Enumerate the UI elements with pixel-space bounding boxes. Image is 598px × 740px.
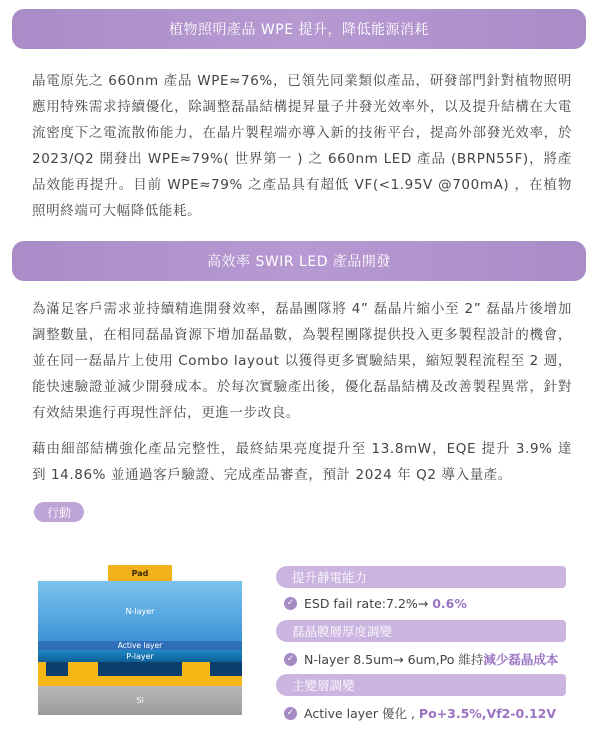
action-tag: 行動 [34,502,84,522]
check-icon: ✓ [284,653,297,666]
contact-block [68,662,98,676]
section-banner-swir [12,241,586,281]
contact-block [182,662,210,676]
result-text: Active layer 優化 , Po+3.5%,Vf2-0.12V [304,706,557,721]
p-layer: P-layer [38,650,242,662]
result-text: N-layer 8.5um→ 6um,Po 維持減少磊晶成本 [304,652,559,667]
contact-block [38,662,46,676]
result-header-esd: 提升靜電能力 [276,566,566,588]
result-text: ESD fail rate:7.2%→ 0.6% [304,596,467,611]
pad-layer: Pad [108,565,172,581]
result-highlight: Po+3.5%,Vf2-0.12V [418,706,557,721]
si-substrate: Si [38,686,242,715]
result-item-esd [284,596,467,611]
check-icon: ✓ [284,597,297,610]
metal-layer [38,676,242,686]
result-item-thickness [284,650,558,668]
result-highlight: 減少磊晶成本 [483,652,559,667]
section-paragraph: 為滿足客戶需求並持續精進開發效率，磊晶團隊將 4” 磊晶片縮小至 2” 磊晶片後增加調整數量，在相同磊晶資源下增加磊晶數，為製程團隊提供投入更多製程設計的機會，並在同一磊晶片上使用 Combo layout 以獲得更多實驗結果，縮短製程流程至 2 週，能快速驗證並減少開發成本。於每次實驗產出後，優化磊晶結構及改善製程異常，針對有效結果進行再現性評估，更進一步改良。 [32,301,572,421]
section-paragraph: 晶電原先之 660nm 產品 WPE≈76%，已領先同業類似產品，研發部門針對植物照明應用特殊需求持續優化，除調整磊晶結構提昇量子井發光效率外，以及提升結構在大電流密度下之電流散佈能力，在晶片製程端亦導入新的技術平台，提高外部發光效率，於 2023/Q2 開發出 WPE≈79%( 世界第一 ) 之 660nm LED 產品 (BRPN55F)，將產品效能再提升。目前 WPE≈79% 之產品具有超低 VF(<1.95V @700mA) ，在植物照明終端可大幅降低能耗。 [32,73,572,219]
result-item-active [284,704,556,722]
result-highlight: 0.6% [432,596,467,611]
n-layer: N-layer [38,581,242,641]
section-title: 植物照明產品 WPE 提升，降低能源消耗 [168,22,430,38]
result-header-active: 主變層調變 [276,674,566,696]
section-banner-plant-lighting [12,9,586,49]
result-header-thickness: 磊晶膜層厚度調變 [276,620,566,642]
section-paragraph: 藉由細部結構強化產品完整性，最終結果亮度提升至 13.8mW，EQE 提升 3.9% 達到 14.86% 並通過客戶驗證、完成產品審查，預計 2024 年 Q2 導入量產。 [32,441,572,483]
active-layer: Active layer [38,641,242,650]
section-title: 高效率 SWIR LED 產品開發 [207,254,391,270]
check-icon: ✓ [284,707,297,720]
led-structure-diagram [38,565,242,715]
